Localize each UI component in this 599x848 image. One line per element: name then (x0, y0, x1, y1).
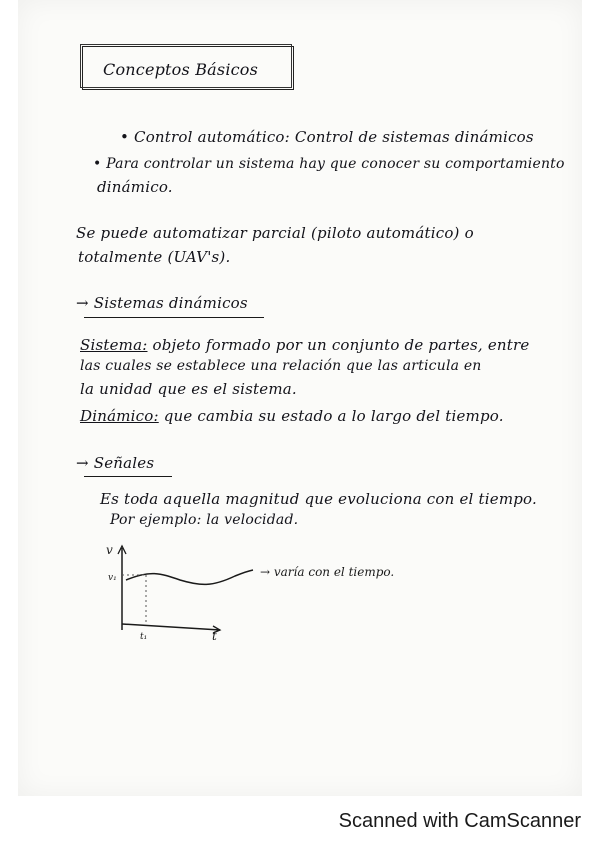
graph-annotation: → varía con el tiempo. (260, 565, 395, 579)
senales-example: Por ejemplo: la velocidad. (110, 512, 299, 528)
y-axis-label: v (106, 543, 113, 557)
heading-senales: → Señales (76, 454, 155, 472)
v1-label: v₁ (108, 573, 117, 583)
definition-dinamico-text: que cambia su estado a lo largo del tiempo. (158, 407, 504, 425)
x-axis (122, 624, 220, 630)
page-title: Conceptos Básicos (103, 60, 259, 79)
bullet-control-automatico: • Control automático: Control de sistemas dinámicos (120, 128, 534, 146)
signal-curve (126, 570, 253, 584)
definition-dinamico (80, 407, 504, 425)
x-axis-label: t (212, 629, 217, 643)
bullet-controlar-sistema-cont: dinámico. (97, 178, 173, 196)
definition-sistema-text: objeto formado por un conjunto de partes, entre (147, 336, 530, 354)
camscanner-watermark: Scanned with CamScanner (338, 810, 581, 832)
heading-underline (84, 317, 264, 318)
paragraph-automatizar-cont: totalmente (UAV's). (78, 248, 231, 266)
t1-label: t₁ (140, 632, 148, 642)
paragraph-automatizar: Se puede automatizar parcial (piloto automático) o (76, 224, 474, 242)
bullet-controlar-sistema: • Para controlar un sistema hay que conocer su comportamiento (93, 156, 565, 172)
definition-sistema-line3: la unidad que es el sistema. (80, 380, 297, 398)
term-sistema: Sistema: (80, 336, 148, 354)
heading-sistemas-dinamicos: → Sistemas dinámicos (76, 294, 248, 312)
scanned-page (18, 0, 582, 796)
term-dinamico: Dinámico: (80, 407, 159, 425)
velocity-graph (100, 540, 430, 645)
definition-sistema-line2: las cuales se establece una relación que las articula en (80, 358, 482, 374)
definition-sistema (80, 336, 529, 354)
heading-underline (84, 476, 172, 477)
senales-definition: Es toda aquella magnitud que evoluciona con el tiempo. (100, 490, 537, 508)
